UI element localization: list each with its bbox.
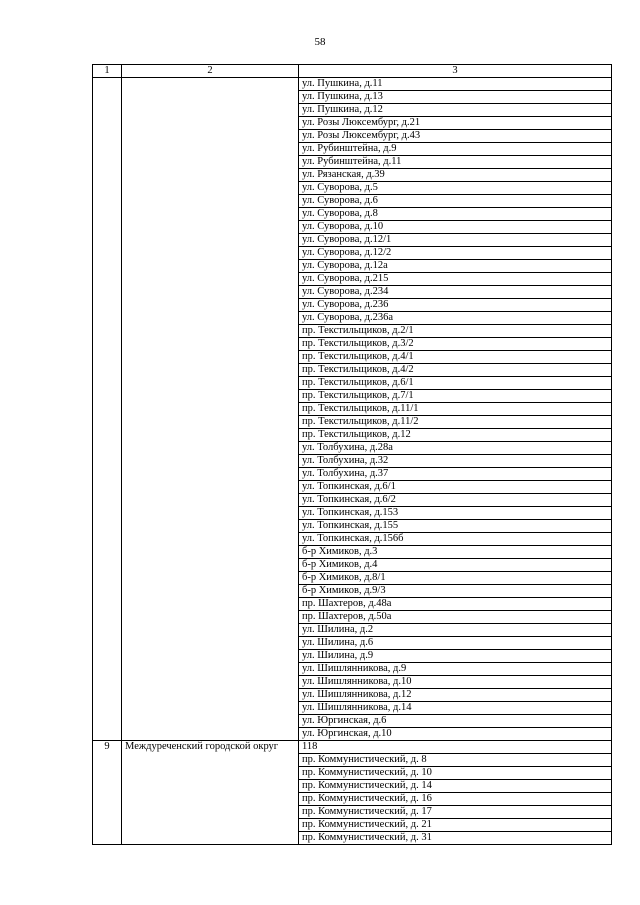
- address-cell: ул. Розы Люксембург, д.43: [299, 130, 612, 143]
- address-cell: ул. Суворова, д.12а: [299, 260, 612, 273]
- address-cell: пр. Текстильщиков, д.3/2: [299, 338, 612, 351]
- address-cell: пр. Коммунистический, д. 16: [299, 793, 612, 806]
- address-cell: ул. Розы Люксембург, д.21: [299, 117, 612, 130]
- header-col-3: 3: [299, 65, 612, 78]
- address-cell: пр. Коммунистический, д. 17: [299, 806, 612, 819]
- address-cell: ул. Пушкина, д.11: [299, 78, 612, 91]
- address-cell: пр. Коммунистический, д. 14: [299, 780, 612, 793]
- address-cell: ул. Топкинская, д.156б: [299, 533, 612, 546]
- address-cell: ул. Суворова, д.236: [299, 299, 612, 312]
- address-cell: ул. Суворова, д.5: [299, 182, 612, 195]
- address-cell: пр. Текстильщиков, д.11/2: [299, 416, 612, 429]
- address-cell: ул. Толбухина, д.32: [299, 455, 612, 468]
- address-table: [92, 64, 612, 845]
- district-number-cell: 9: [93, 741, 122, 845]
- address-cell: пр. Текстильщиков, д.2/1: [299, 325, 612, 338]
- address-cell: ул. Суворова, д.234: [299, 286, 612, 299]
- address-cell: пр. Текстильщиков, д.6/1: [299, 377, 612, 390]
- address-cell: пр. Текстильщиков, д.11/1: [299, 403, 612, 416]
- address-cell: ул. Толбухина, д.37: [299, 468, 612, 481]
- address-cell: б-р Химиков, д.9/3: [299, 585, 612, 598]
- address-cell: пр. Текстильщиков, д.4/1: [299, 351, 612, 364]
- address-cell: ул. Толбухина, д.28а: [299, 442, 612, 455]
- address-cell: ул. Шишлянникова, д.14: [299, 702, 612, 715]
- address-cell: пр. Коммунистический, д. 31: [299, 832, 612, 845]
- table-row: [93, 741, 612, 754]
- address-cell: ул. Рубинштейна, д.9: [299, 143, 612, 156]
- address-cell: ул. Шишлянникова, д.12: [299, 689, 612, 702]
- address-cell: пр. Коммунистический, д. 21: [299, 819, 612, 832]
- table-body: [93, 78, 612, 845]
- address-cell: б-р Химиков, д.8/1: [299, 572, 612, 585]
- district-name-cell: Междуреченский городской округ: [122, 741, 299, 845]
- address-cell: ул. Топкинская, д.153: [299, 507, 612, 520]
- address-count-cell: 118: [299, 741, 612, 754]
- address-cell: ул. Шишлянникова, д.9: [299, 663, 612, 676]
- address-cell: ул. Юргинская, д.6: [299, 715, 612, 728]
- header-row: [93, 65, 612, 78]
- address-cell: ул. Суворова, д.12/2: [299, 247, 612, 260]
- address-cell: ул. Пушкина, д.13: [299, 91, 612, 104]
- address-cell: ул. Юргинская, д.10: [299, 728, 612, 741]
- address-cell: ул. Шилина, д.2: [299, 624, 612, 637]
- address-cell: ул. Суворова, д.6: [299, 195, 612, 208]
- address-cell: пр. Коммунистический, д. 10: [299, 767, 612, 780]
- table-row: [93, 78, 612, 91]
- address-cell: ул. Шилина, д.6: [299, 637, 612, 650]
- address-cell: ул. Топкинская, д.6/2: [299, 494, 612, 507]
- address-cell: пр. Текстильщиков, д.12: [299, 429, 612, 442]
- address-cell: ул. Суворова, д.236а: [299, 312, 612, 325]
- address-cell: пр. Текстильщиков, д.7/1: [299, 390, 612, 403]
- address-cell: пр. Текстильщиков, д.4/2: [299, 364, 612, 377]
- address-cell: ул. Суворова, д.12/1: [299, 234, 612, 247]
- page-number: 58: [314, 36, 326, 48]
- address-cell: ул. Рубинштейна, д.11: [299, 156, 612, 169]
- address-cell: ул. Рязанская, д.39: [299, 169, 612, 182]
- header-col-1: 1: [93, 65, 122, 78]
- address-cell: ул. Шишлянникова, д.10: [299, 676, 612, 689]
- address-cell: ул. Суворова, д.8: [299, 208, 612, 221]
- address-cell: ул. Суворова, д.10: [299, 221, 612, 234]
- address-cell: ул. Шилина, д.9: [299, 650, 612, 663]
- address-cell: ул. Топкинская, д.6/1: [299, 481, 612, 494]
- address-cell: ул. Топкинская, д.155: [299, 520, 612, 533]
- address-cell: ул. Пушкина, д.12: [299, 104, 612, 117]
- address-cell: ул. Суворова, д.215: [299, 273, 612, 286]
- address-cell: пр. Шахтеров, д.50а: [299, 611, 612, 624]
- address-cell: б-р Химиков, д.3: [299, 546, 612, 559]
- header-col-2: 2: [122, 65, 299, 78]
- address-cell: пр. Шахтеров, д.48а: [299, 598, 612, 611]
- district-name-cell: [122, 78, 299, 741]
- district-number-cell: [93, 78, 122, 741]
- address-cell: б-р Химиков, д.4: [299, 559, 612, 572]
- address-cell: пр. Коммунистический, д. 8: [299, 754, 612, 767]
